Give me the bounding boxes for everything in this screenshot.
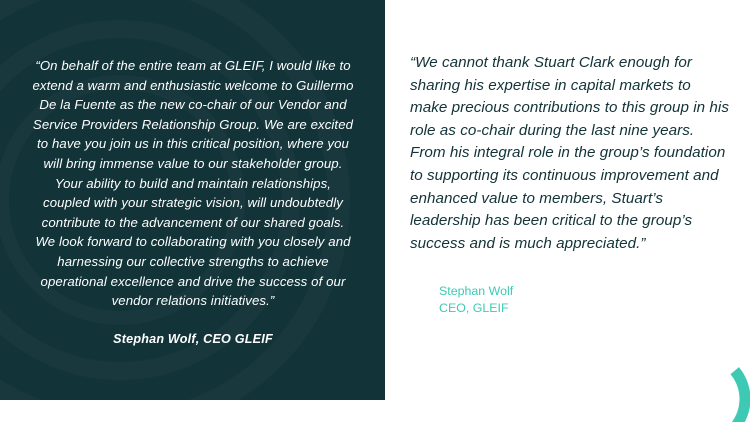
right-attribution-name: Stephan Wolf <box>439 284 514 299</box>
right-attribution-role: CEO, GLEIF <box>439 300 509 315</box>
right-quote-panel <box>385 0 750 422</box>
left-quote-text: “On behalf of the entire team at GLEIF, I would like to extend a warm and enthusiastic welcome to Guillermo De la Fuente as the new co-chair of our Vendor and Service Providers Relationship Group. We are excited to have you join us in this critical position, where you will bring immense value to our stakeholder group. Your ability to build and maintain relationships, coupled with your strategic vision, will undoubtedly contribute to the advancement of our shared goals. We look forward to collaborating with you closely and harnessing our collective strengths to achieve operational excellence and drive the success of our vendor relations initiatives.” <box>32 58 354 309</box>
right-quote-content <box>410 52 730 316</box>
left-quote-attribution: Stephan Wolf, CEO GLEIF <box>113 331 273 346</box>
bottom-white-strip <box>0 400 385 422</box>
left-quote-panel <box>0 0 385 400</box>
left-quote-content <box>30 56 356 346</box>
right-quote-text: “We cannot thank Stuart Clark enough for sharing his expertise in capital markets to make precious contributions to this group in his role as co-chair during the last nine years. From his integral role in the group’s foundation to supporting its continuous improvement and enhanced value to members, Stuart’s leadership has been critical to the group’s success and is much appreciated.” <box>410 54 729 252</box>
right-quote-attribution <box>439 283 730 316</box>
